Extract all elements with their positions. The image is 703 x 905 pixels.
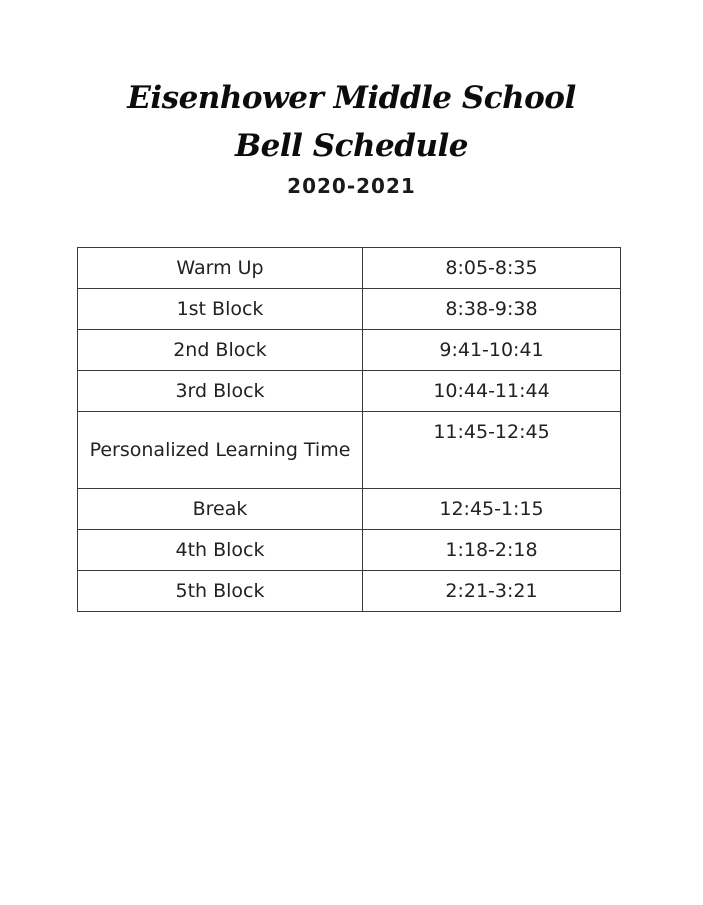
period-name: Personalized Learning Time <box>78 412 363 489</box>
period-time: 10:44-11:44 <box>363 371 621 412</box>
period-name: 5th Block <box>78 571 363 612</box>
period-name: Warm Up <box>78 248 363 289</box>
period-time: 9:41-10:41 <box>363 330 621 371</box>
period-name: 4th Block <box>78 530 363 571</box>
title-block <box>0 74 703 170</box>
school-year: 2020-2021 <box>287 174 416 198</box>
period-name: 3rd Block <box>78 371 363 412</box>
table-row <box>78 289 621 330</box>
table-row <box>78 248 621 289</box>
period-name: 2nd Block <box>78 330 363 371</box>
document-title: Bell Schedule <box>234 128 468 164</box>
table-row <box>78 412 621 489</box>
table-row <box>78 530 621 571</box>
table-row <box>78 371 621 412</box>
period-time: 8:38-9:38 <box>363 289 621 330</box>
period-time: 1:18-2:18 <box>363 530 621 571</box>
period-name: Break <box>78 489 363 530</box>
table-row <box>78 489 621 530</box>
period-name: 1st Block <box>78 289 363 330</box>
table-row <box>78 571 621 612</box>
bell-schedule-table <box>77 247 621 612</box>
period-time: 12:45-1:15 <box>363 489 621 530</box>
school-name: Eisenhower Middle School <box>127 80 576 116</box>
period-time: 2:21-3:21 <box>363 571 621 612</box>
table-row <box>78 330 621 371</box>
period-time: 8:05-8:35 <box>363 248 621 289</box>
period-time: 11:45-12:45 <box>363 412 621 489</box>
